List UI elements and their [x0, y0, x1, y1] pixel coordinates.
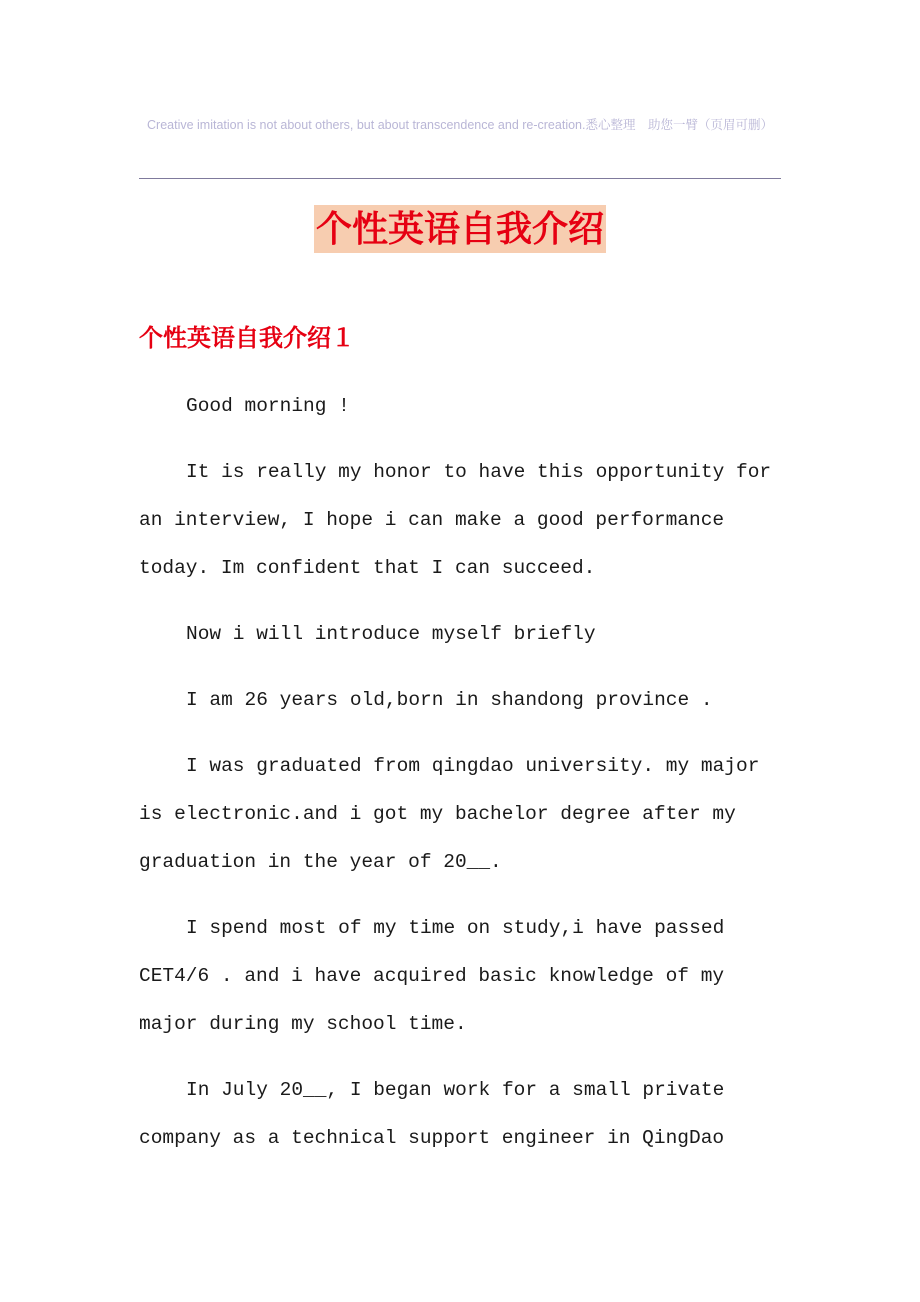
paragraph-greeting: Good morning ! — [186, 395, 350, 417]
page-header-note: Creative imitation is not about others, but about transcendence and re-creation.悉心整理 助您一臂（页眉可删） — [147, 118, 773, 132]
paragraph-introduce: Now i will introduce myself briefly — [186, 623, 596, 645]
paragraph-education: I was graduated from qingdao university. my major is electronic.and i got my bachelor degree after my graduation in the year of 20__. — [139, 755, 760, 873]
paragraph-study: I spend most of my time on study,i have passed CET4/6 . and i have acquired basic knowledge of my major during my school time. — [139, 917, 725, 1035]
document-body — [139, 382, 779, 1180]
document-title: 个性英语自我介绍 — [314, 205, 606, 253]
document-title-container — [0, 205, 920, 253]
paragraph-honor: It is really my honor to have this opportunity for an interview, I hope i can make a good performance today. Im confident that I can succeed. — [139, 461, 772, 579]
header-divider — [139, 178, 781, 179]
section-heading: 个性英语自我介绍１ — [139, 323, 355, 352]
paragraph-age: I am 26 years old,born in shandong province . — [186, 689, 713, 711]
paragraph-work: In July 20__, I began work for a small private company as a technical support engineer in QingDao — [139, 1079, 725, 1149]
